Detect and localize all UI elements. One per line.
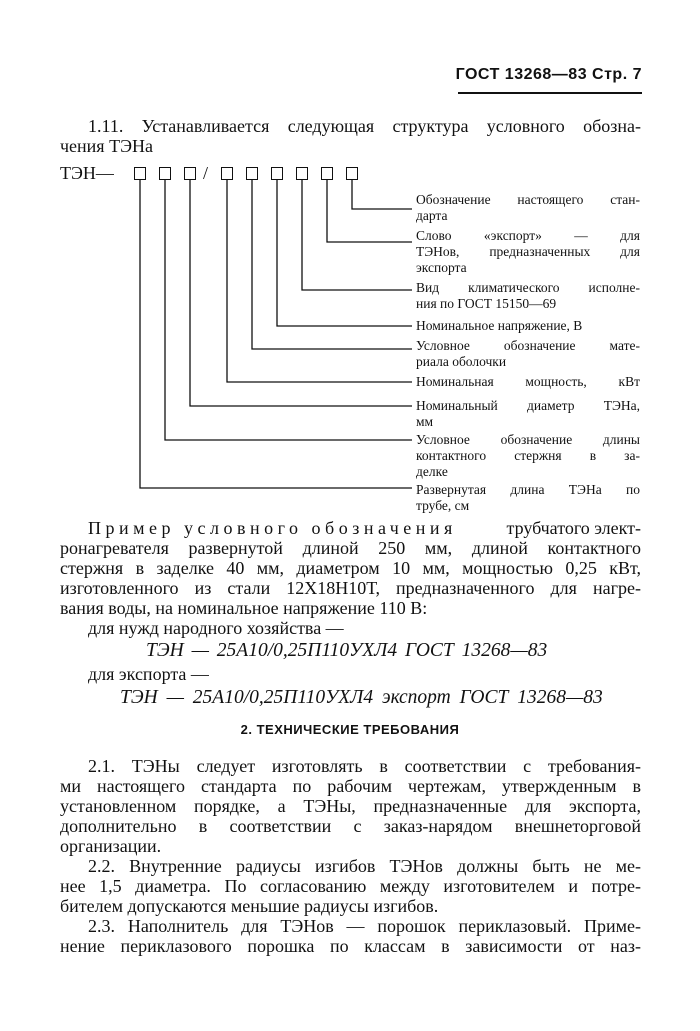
section-title: 2. ТЕХНИЧЕСКИЕ ТРЕБОВАНИЯ: [240, 722, 460, 737]
section2-p2-line-1: 2.2. Внутренние радиусы изгибов ТЭНов должны быть не ме-: [88, 856, 641, 876]
example-line-2: ронагревателя развернутой длиной 250 мм, длиной контактного: [60, 538, 641, 558]
leader-line-8: [165, 180, 412, 440]
label-contact-length-line-1: Условное обозначение длины: [416, 432, 640, 447]
label-material-line-1: Условное обозначение мате-: [416, 338, 640, 353]
label-climate-line-2: ния по ГОСТ 15150—69: [416, 296, 557, 311]
label-material-line-2: риала оболочки: [416, 354, 507, 369]
leader-line-2: [327, 180, 412, 242]
page-header: ГОСТ 13268—83 Стр. 7: [455, 66, 642, 83]
label-diameter-line-2: мм: [416, 414, 434, 429]
label-export-word-line-3: экспорта: [416, 260, 467, 275]
example-export-label: для экспорта —: [88, 664, 209, 684]
label-export-word-line-1: Слово «экспорт» — для: [416, 228, 640, 243]
leader-line-1: [352, 180, 412, 209]
label-power: Номинальная мощность, кВт: [416, 374, 640, 389]
label-standard-line-1: Обозначение настоящего стан-: [416, 192, 640, 207]
leader-line-7: [190, 180, 412, 406]
section2-p1-line-1: 2.1. ТЭНы следует изготовлять в соответствии с требования-: [88, 756, 641, 776]
example-line-3: стержня в заделке 40 мм, диаметром 10 мм, мощностью 0,25 кВт,: [60, 558, 641, 578]
label-voltage: Номинальное напряжение, В: [416, 318, 583, 333]
label-developed-length-line-1: Развернутая длина ТЭНа по: [416, 482, 640, 497]
designation-slash: /: [203, 163, 209, 183]
leader-line-3: [302, 180, 412, 290]
leader-line-6: [227, 180, 412, 382]
example-line-4: изготовленного из стали 12Х18Н10Т, предназначенного для нагре-: [60, 578, 641, 598]
example-domestic-code: ТЭН — 25А10/0,25П110УХЛ4 ГОСТ 13268—83: [146, 640, 548, 661]
section2-p3-line-1: 2.3. Наполнитель для ТЭНов — порошок периклазовый. Приме-: [88, 916, 641, 936]
label-standard-line-2: дарта: [416, 208, 448, 223]
example-lead: [88, 518, 457, 538]
section2-p1-line-5: организации.: [60, 836, 162, 856]
example-export-code: ТЭН — 25А10/0,25П110УХЛ4 экспорт ГОСТ 13268—83: [120, 687, 603, 708]
section2-p1-line-3: установленном порядке, а ТЭНы, предназначенные для экспорта,: [60, 796, 641, 816]
section2-p1-line-4: дополнительно в соответствии с заказ-нарядом внешнеторговой: [60, 816, 641, 836]
label-export-word-line-2: ТЭНов, предназначенных для: [416, 244, 640, 259]
label-diameter-line-1: Номинальный диаметр ТЭНа,: [416, 398, 640, 413]
section2-p2-line-3: бителем допускаются меньшие радиусы изгибов.: [60, 896, 439, 916]
section2-p3-line-2: нение периклазового порошка по классам в зависимости от наз-: [60, 936, 641, 956]
section2-p1-line-2: ми настоящего стандарта по рабочим чертежам, утвержденным в: [60, 776, 641, 796]
example-domestic-label: для нужд народного хозяйства —: [88, 618, 344, 638]
label-contact-length-line-2: контактного стержня в за-: [416, 448, 640, 463]
example-line-5: вания воды, на номинальное напряжение 110 В:: [60, 598, 428, 618]
section2-p2-line-2: нее 1,5 диаметра. По согласованию между изготовителем и потре-: [60, 876, 641, 896]
leader-line-9: [140, 180, 412, 488]
label-contact-length-line-3: делке: [416, 464, 448, 479]
leader-line-4: [277, 180, 412, 326]
leader-line-5: [252, 180, 412, 349]
intro-line-1: 1.11. Устанавливается следующая структура условного обозна-: [88, 116, 641, 136]
label-developed-length-line-2: трубе, см: [416, 498, 470, 513]
example-lead-spaced: Пример условного обозначения: [88, 518, 457, 538]
label-climate-line-1: Вид климатического исполне-: [416, 280, 640, 295]
intro-line-2: чения ТЭНа: [60, 136, 153, 156]
designation-prefix: ТЭН—: [60, 163, 114, 183]
example-line-1-rest: трубчатого элект-: [506, 518, 641, 538]
